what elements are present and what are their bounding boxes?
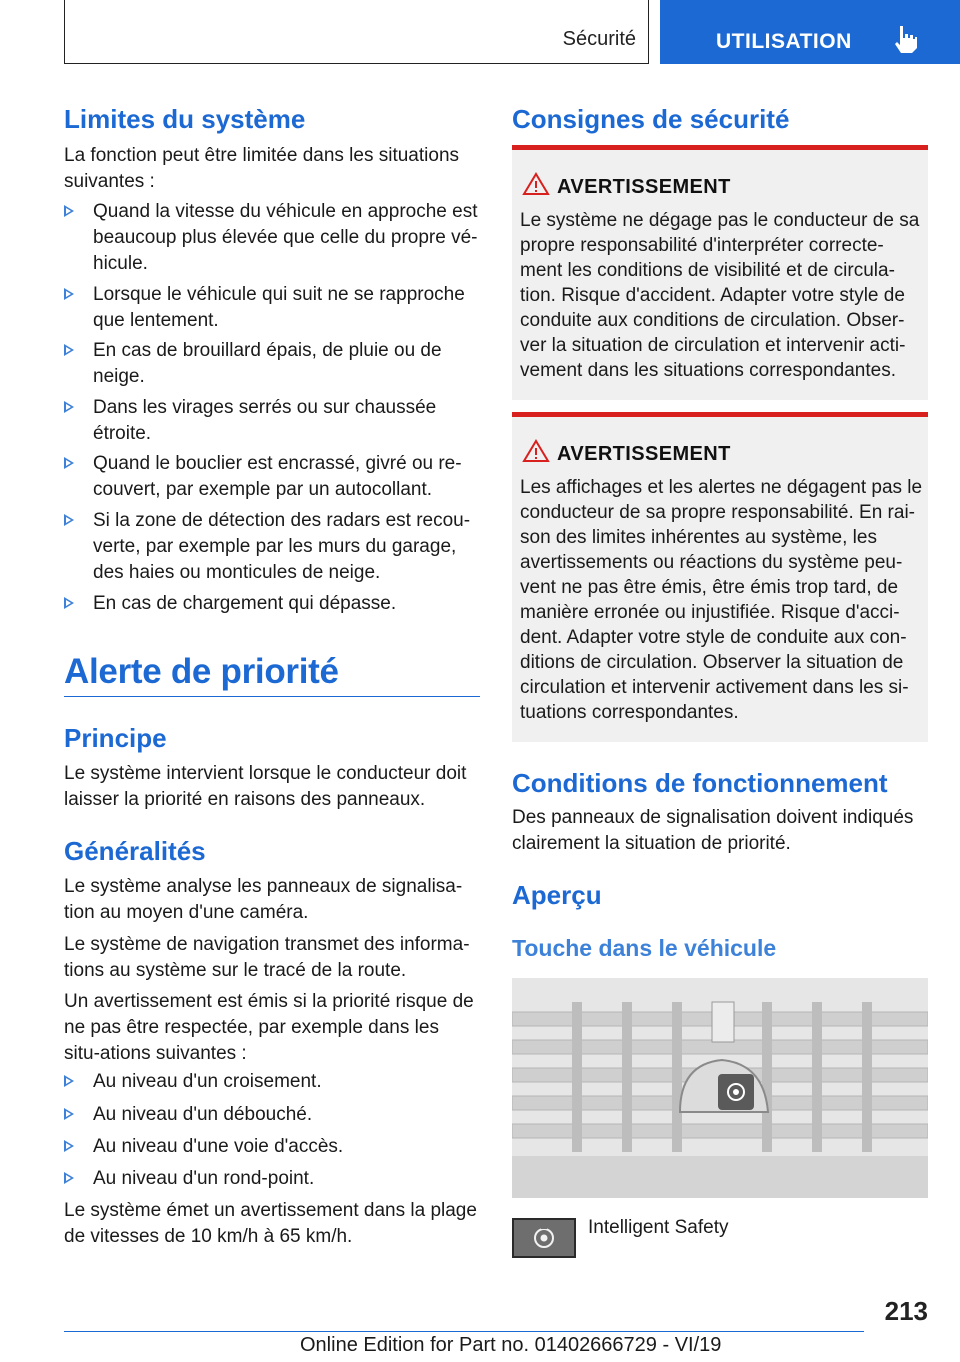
button-section-title: Touche dans le véhicule (512, 935, 777, 961)
list-item (64, 395, 484, 447)
list-item-text: Au niveau d'un rond-point. (93, 1168, 315, 1189)
list-item-text: Quand le bouclier est encrassé, givré ou re-couvert, par exemple par un autocollant. (93, 453, 462, 500)
general-paragraph-2: Le système de navigation transmet des informa-tions au système sur le tracé de la route. (64, 934, 470, 981)
warning-box (512, 145, 928, 400)
list-item (64, 1166, 484, 1192)
limits-intro: La fonction peut être limitée dans les situations suivantes : (64, 145, 460, 192)
safety-title: Consignes de sécurité (512, 104, 790, 134)
list-item-text: Au niveau d'un croisement. (93, 1071, 322, 1092)
list-item (64, 451, 484, 503)
bullet-triangle-icon (64, 1140, 74, 1152)
footer-rule (64, 1331, 864, 1332)
list-item-text: Si la zone de détection des radars est recou-verte, par exemple par les murs du garage, des haies ou monticules de neige. (93, 510, 471, 583)
principle-text: Le système intervient lorsque le conducteur doit laisser la priorité en raisons des panneaux. (64, 763, 467, 810)
warning-label: AVERTISSEMENT (557, 443, 731, 465)
list-item-text: Quand la vitesse du véhicule en approche est beaucoup plus élevée que celle du propre vé-hicule. (93, 201, 478, 274)
bullet-triangle-icon (64, 1108, 74, 1120)
footer-edition: Online Edition for Part no. 01402666729 - VI/19 (300, 1334, 722, 1356)
list-item-text: Au niveau d'une voie d'accès. (93, 1136, 344, 1157)
header-section-box (64, 0, 649, 64)
general-paragraph-1: Le système analyse les panneaux de signalisa-tion au moyen d'une caméra. (64, 876, 463, 923)
warning-text: Le système ne dégage pas le conducteur de sa propre responsabilité d'interpréter correcte-ment les conditions de visibilité et de circula-tion. Risque d'accident. Adapter votre style de conduite aux conditions de circulation. Obser-ver la situation de circulation et intervenir acti-vement dans les situations correspondantes. (520, 210, 920, 381)
general-paragraph-4: Le système émet un avertissement dans la plage de vitesses de 10 km/h à 65 km/h. (64, 1200, 477, 1247)
list-item (64, 1134, 484, 1160)
list-item (64, 199, 484, 277)
limits-title: Limites du système (64, 104, 306, 134)
bullet-triangle-icon (64, 344, 74, 356)
bullet-triangle-icon (64, 514, 74, 526)
list-item (64, 338, 484, 390)
bullet-triangle-icon (64, 205, 74, 217)
list-item-text: Dans les virages serrés ou sur chaussée étroite. (93, 397, 437, 444)
bullet-triangle-icon (64, 597, 74, 609)
header-section-title: Sécurité (562, 28, 636, 50)
warning-text: Les affichages et les alertes ne dégagent pas le conducteur de sa propre responsabilité. En rai-son des limites inhérentes au système, les avertissements ou réactions du système peu-vent ne pas être émis, être émis trop tard, de manière erronée ou injustifiée. Risque d'acci-dent. Adapter votre style de conduite aux con-ditions de circulation. Observer la situation de circulation et intervenir activement dans les si-tuations correspondantes. (520, 477, 923, 723)
list-item-text: Au niveau d'un débouché. (93, 1104, 313, 1125)
vehicle-button-photo (512, 978, 928, 1198)
conditions-title: Conditions de fonctionnement (512, 768, 888, 798)
warning-triangle-icon (522, 172, 550, 196)
list-item (64, 508, 484, 586)
key-label: Intelligent Safety (588, 1217, 729, 1238)
conditions-text: Des panneaux de signalisation doivent indiqués clairement la situation de priorité. (512, 807, 914, 854)
intelligent-safety-button-icon (512, 1218, 576, 1258)
overview-title: Aperçu (512, 880, 602, 910)
list-item (64, 1102, 484, 1128)
general-paragraph-3: Un avertissement est émis si la priorité risque de ne pas être respectée, par exemple dans les situ-ations suivantes : (64, 991, 474, 1064)
alert-priority-title: Alerte de priorité (64, 652, 339, 691)
header-chapter-title: UTILISATION (716, 30, 852, 53)
list-item (64, 282, 484, 334)
principle-title: Principe (64, 723, 167, 753)
warning-label: AVERTISSEMENT (557, 176, 731, 198)
header-chapter-box (660, 0, 960, 64)
bullet-triangle-icon (64, 288, 74, 300)
general-title: Généralités (64, 836, 206, 866)
bullet-triangle-icon (64, 457, 74, 469)
hand-pointer-icon (892, 24, 918, 54)
warning-triangle-icon (522, 439, 550, 463)
list-item-text: En cas de brouillard épais, de pluie ou de neige. (93, 340, 442, 387)
bullet-triangle-icon (64, 1172, 74, 1184)
list-item-text: En cas de chargement qui dépasse. (93, 593, 397, 614)
bullet-triangle-icon (64, 401, 74, 413)
page-number: 213 (884, 1296, 928, 1326)
vent-panel-illustration (512, 978, 928, 1198)
warning-box (512, 412, 928, 742)
bullet-triangle-icon (64, 1075, 74, 1087)
list-item-text: Lorsque le véhicule qui suit ne se rapproche que lentement. (93, 284, 465, 331)
list-item (64, 591, 484, 617)
title-rule (64, 696, 480, 697)
list-item (64, 1069, 484, 1095)
